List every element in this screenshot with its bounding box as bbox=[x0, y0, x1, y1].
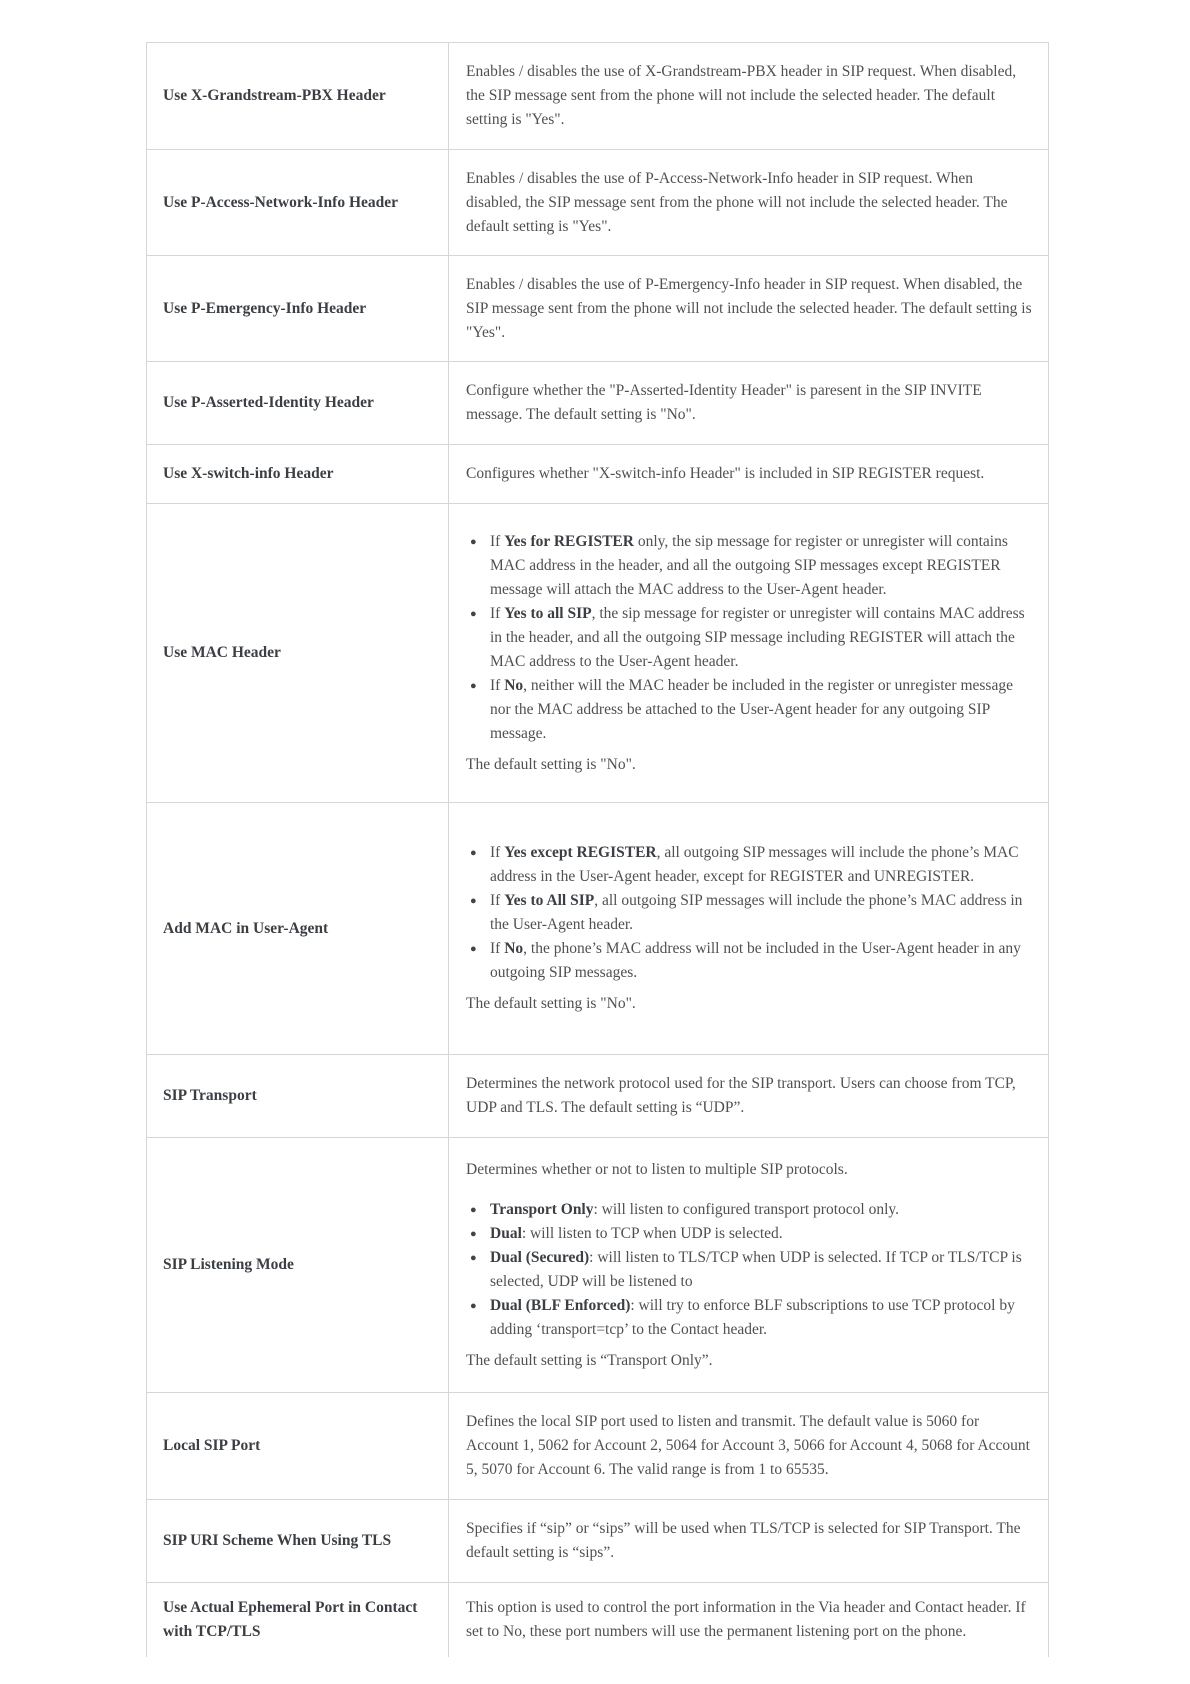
table-row bbox=[147, 256, 1049, 362]
option-list bbox=[466, 841, 1032, 985]
list-item: ● If Yes except REGISTER, all outgoing SIP messages will include the phone’s MAC address in the User-Agent header, except for REGISTER and UNREGISTER. bbox=[466, 841, 1032, 889]
table-row bbox=[147, 504, 1049, 803]
param-description bbox=[449, 504, 1049, 803]
list-item: ● If No, neither will the MAC header be included in the register or unregister message nor the MAC address be attached to the User-Agent header for any outgoing SIP message. bbox=[466, 674, 1032, 746]
param-description bbox=[449, 1138, 1049, 1393]
list-item: ● If Yes to all SIP, the sip message for register or unregister will contains MAC address in the header, and all the outgoing SIP message including REGISTER will attach the MAC address to the User-Agent header. bbox=[466, 602, 1032, 674]
table-row bbox=[147, 1138, 1049, 1393]
option-list bbox=[466, 530, 1032, 746]
list-item: ● Dual (BLF Enforced): will try to enforce BLF subscriptions to use TCP protocol by adding ‘transport=tcp’ to the Contact header. bbox=[466, 1294, 1032, 1342]
param-name: SIP URI Scheme When Using TLS bbox=[147, 1500, 449, 1583]
param-name: SIP Transport bbox=[147, 1055, 449, 1138]
table-row bbox=[147, 362, 1049, 445]
list-item: ● If Yes for REGISTER only, the sip message for register or unregister will contains MAC address in the header, and all the outgoing SIP messages except REGISTER message will attach the MAC address to the User-Agent header. bbox=[466, 530, 1032, 602]
param-name: Use MAC Header bbox=[147, 504, 449, 803]
default-note: The default setting is “Transport Only”. bbox=[466, 1351, 713, 1369]
param-description: Specifies if “sip” or “sips” will be used when TLS/TCP is selected for SIP Transport. The default setting is “sips”. bbox=[449, 1500, 1049, 1583]
param-description bbox=[449, 803, 1049, 1055]
table-row bbox=[147, 1055, 1049, 1138]
table-row bbox=[147, 1583, 1049, 1658]
param-name: Use P-Access-Network-Info Header bbox=[147, 150, 449, 256]
param-description: Determines the network protocol used for the SIP transport. Users can choose from TCP, UDP and TLS. The default setting is “UDP”. bbox=[449, 1055, 1049, 1138]
param-name: Use X-Grandstream-PBX Header bbox=[147, 43, 449, 150]
table-row bbox=[147, 150, 1049, 256]
list-item: ● Transport Only: will listen to configured transport protocol only. bbox=[466, 1198, 1032, 1222]
param-name: Use X-switch-info Header bbox=[147, 445, 449, 504]
table-row bbox=[147, 43, 1049, 150]
param-name: SIP Listening Mode bbox=[147, 1138, 449, 1393]
default-note: The default setting is "No". bbox=[466, 755, 636, 773]
list-item: ● If No, the phone’s MAC address will not be included in the User-Agent header in any outgoing SIP messages. bbox=[466, 937, 1032, 985]
parameters-table bbox=[146, 42, 1049, 1657]
list-item: ● Dual (Secured): will listen to TLS/TCP when UDP is selected. If TCP or TLS/TCP is selected, UDP will be listened to bbox=[466, 1246, 1032, 1294]
intro-text: Determines whether or not to listen to multiple SIP protocols. bbox=[466, 1160, 848, 1178]
param-name: Use P-Emergency-Info Header bbox=[147, 256, 449, 362]
default-note: The default setting is "No". bbox=[466, 995, 636, 1012]
param-name: Add MAC in User-Agent bbox=[147, 803, 449, 1055]
table-row bbox=[147, 445, 1049, 504]
list-item: ● If Yes to All SIP, all outgoing SIP messages will include the phone’s MAC address in the User-Agent header. bbox=[466, 889, 1032, 937]
param-name: Use Actual Ephemeral Port in Contact with TCP/TLS bbox=[147, 1583, 449, 1658]
param-description: This option is used to control the port information in the Via header and Contact header. If set to No, these port numbers will use the permanent listening port on the phone. bbox=[449, 1583, 1049, 1658]
param-description: Configure whether the "P-Asserted-Identity Header" is paresent in the SIP INVITE message. The default setting is "No". bbox=[449, 362, 1049, 445]
param-description: Enables / disables the use of X-Grandstream-PBX header in SIP request. When disabled, the SIP message sent from the phone will not include the selected header. The default setting is "Yes". bbox=[449, 43, 1049, 150]
table-row bbox=[147, 803, 1049, 1055]
param-name: Local SIP Port bbox=[147, 1393, 449, 1500]
param-description: Defines the local SIP port used to listen and transmit. The default value is 5060 for Account 1, 5062 for Account 2, 5064 for Account 3, 5066 for Account 4, 5068 for Account 5, 5070 for Account 6. The valid range is from 1 to 65535. bbox=[449, 1393, 1049, 1500]
param-description: Enables / disables the use of P-Access-Network-Info header in SIP request. When disabled, the SIP message sent from the phone will not include the selected header. The default setting is "Yes". bbox=[449, 150, 1049, 256]
option-list bbox=[466, 1198, 1032, 1342]
param-description: Configures whether "X-switch-info Header" is included in SIP REGISTER request. bbox=[449, 445, 1049, 504]
param-name: Use P-Asserted-Identity Header bbox=[147, 362, 449, 445]
table-row bbox=[147, 1393, 1049, 1500]
table-row bbox=[147, 1500, 1049, 1583]
list-item: ● Dual: will listen to TCP when UDP is selected. bbox=[466, 1222, 1032, 1246]
param-description: Enables / disables the use of P-Emergency-Info header in SIP request. When disabled, the SIP message sent from the phone will not include the selected header. The default setting is "Yes". bbox=[449, 256, 1049, 362]
